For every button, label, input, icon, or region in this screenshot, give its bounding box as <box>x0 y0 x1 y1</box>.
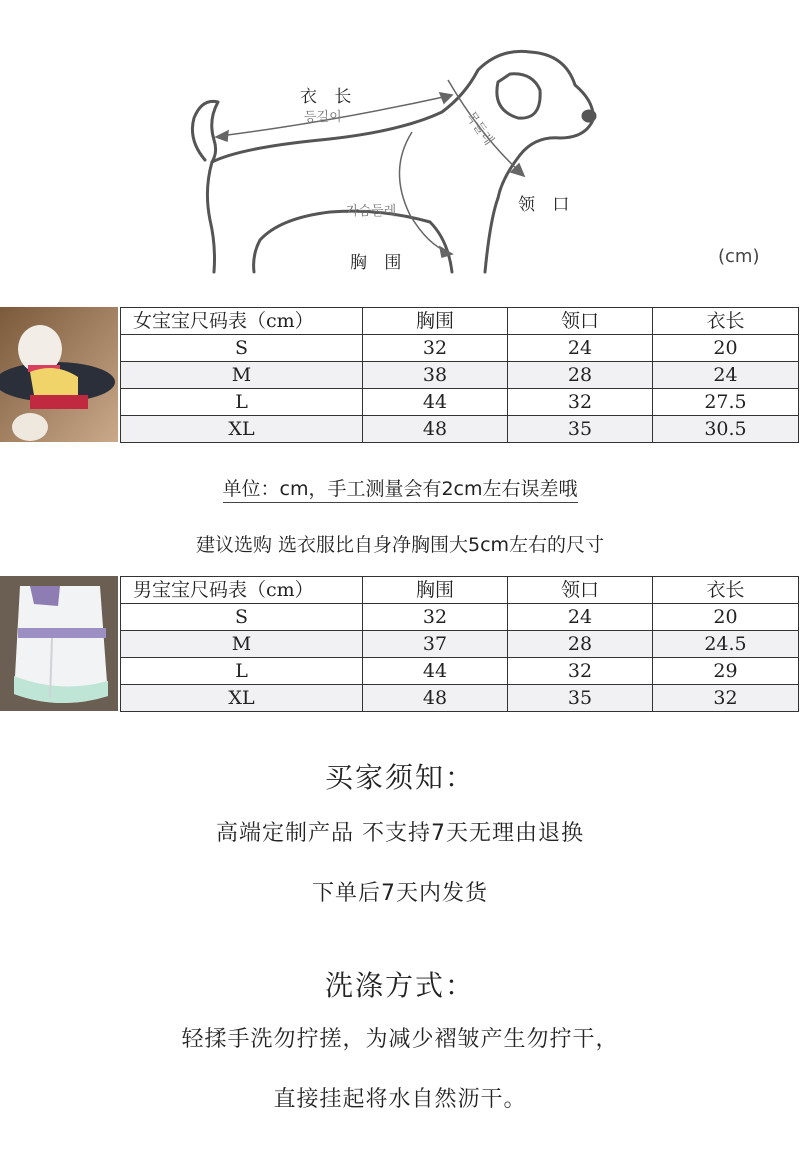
chest-cell: 44 <box>363 389 508 416</box>
size-advice: 建议选购 选衣服比自身净胸围大5cm左右的尺寸 <box>195 534 605 556</box>
neck-cell: 35 <box>508 685 653 712</box>
column-header-length: 衣长 <box>653 308 799 335</box>
size-cell: XL <box>121 685 363 712</box>
neck-cell: 35 <box>508 416 653 443</box>
chest-cell: 48 <box>363 416 508 443</box>
table-row <box>121 604 799 631</box>
length-cell: 32 <box>653 685 799 712</box>
dog-measurement-diagram <box>180 40 620 275</box>
neck-label: 领 口 <box>518 195 576 215</box>
size-cell: M <box>121 362 363 389</box>
table-title: 男宝宝尺码表（cm） <box>121 577 363 604</box>
table-row <box>121 389 799 416</box>
neck-cell: 28 <box>508 362 653 389</box>
neck-cell: 24 <box>508 335 653 362</box>
column-header-neck: 领口 <box>508 577 653 604</box>
size-cell: M <box>121 631 363 658</box>
column-header-length: 衣长 <box>653 577 799 604</box>
unit-note-text: 单位：cm，手工测量会有2cm左右误差哦 <box>223 478 578 503</box>
female-dog-photo <box>0 307 118 442</box>
chest-cell: 38 <box>363 362 508 389</box>
washing-line-1: 轻揉手洗勿拧搓，为减少褶皱产生勿拧干， <box>181 1027 619 1052</box>
table-row <box>121 362 799 389</box>
chest-cell: 32 <box>363 335 508 362</box>
body-length-korean-label: 등길이 <box>304 110 342 125</box>
column-header-chest: 胸围 <box>363 308 508 335</box>
size-cell: L <box>121 658 363 685</box>
size-cell: XL <box>121 416 363 443</box>
table-header-row <box>121 308 799 335</box>
table-row <box>121 416 799 443</box>
length-cell: 29 <box>653 658 799 685</box>
neck-korean-label: 목둘레 <box>462 108 497 149</box>
table-row <box>121 335 799 362</box>
chest-cell: 44 <box>363 658 508 685</box>
unit-note <box>0 474 800 501</box>
chest-cell: 48 <box>363 685 508 712</box>
neck-cell: 28 <box>508 631 653 658</box>
buyer-notice-line-2: 下单后7天内发货 <box>312 881 488 906</box>
body-length-label: 衣 长 <box>300 87 358 107</box>
length-cell: 30.5 <box>653 416 799 443</box>
male-dog-photo <box>0 576 118 711</box>
male-size-table <box>120 576 799 712</box>
length-cell: 24 <box>653 362 799 389</box>
chest-cell: 32 <box>363 604 508 631</box>
size-cell: S <box>121 335 363 362</box>
unit-label: (cm) <box>718 246 760 267</box>
column-header-neck: 领口 <box>508 308 653 335</box>
length-cell: 20 <box>653 335 799 362</box>
neck-cell: 32 <box>508 658 653 685</box>
length-cell: 24.5 <box>653 631 799 658</box>
neck-cell: 32 <box>508 389 653 416</box>
washing-line-2: 直接挂起将水自然沥干。 <box>273 1087 527 1112</box>
length-cell: 20 <box>653 604 799 631</box>
table-row <box>121 658 799 685</box>
buyer-notice-line-1: 高端定制产品 不支持7天无理由退换 <box>216 821 584 846</box>
table-row <box>121 631 799 658</box>
table-header-row <box>121 577 799 604</box>
table-row <box>121 685 799 712</box>
female-size-table <box>120 307 799 443</box>
table-title: 女宝宝尺码表（cm） <box>121 308 363 335</box>
chest-korean-label: 가슴둘레 <box>346 204 397 219</box>
chest-label: 胸 围 <box>350 253 408 273</box>
column-header-chest: 胸围 <box>363 577 508 604</box>
washing-heading: 洗涤方式： <box>324 969 475 1002</box>
neck-cell: 24 <box>508 604 653 631</box>
dog-outline-icon <box>180 40 620 275</box>
buyer-notice-heading: 买家须知： <box>324 761 475 794</box>
size-cell: S <box>121 604 363 631</box>
length-cell: 27.5 <box>653 389 799 416</box>
size-cell: L <box>121 389 363 416</box>
chest-cell: 37 <box>363 631 508 658</box>
